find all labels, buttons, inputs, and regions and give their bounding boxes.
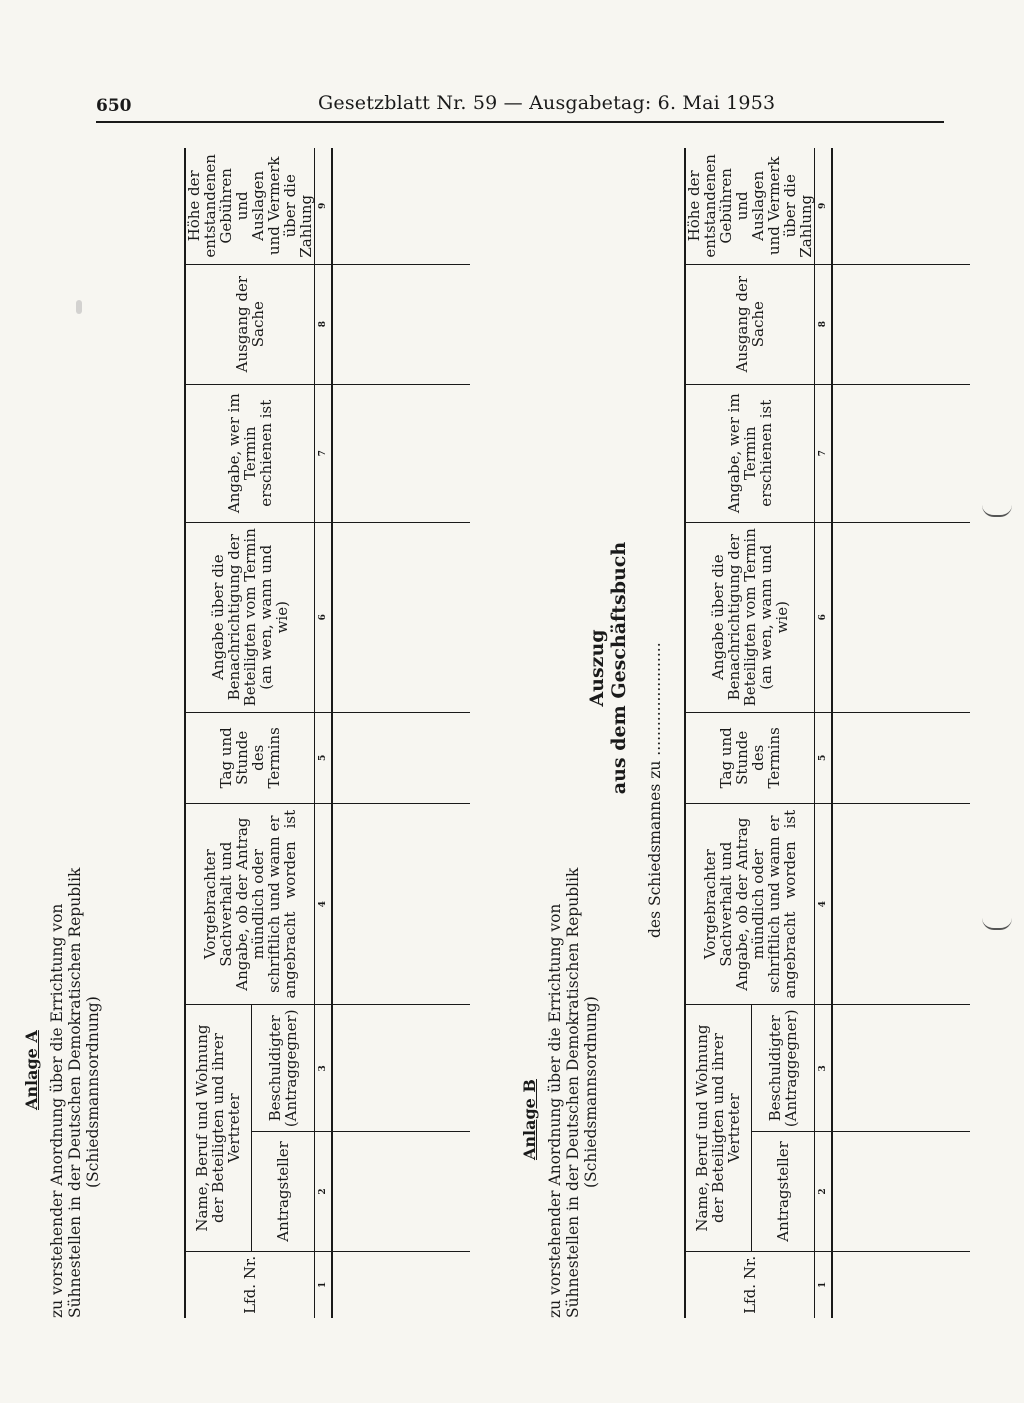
auszug-title [586, 538, 630, 798]
table-cell [832, 522, 970, 712]
table-cell [332, 803, 470, 1005]
anlage-a-label: Anlage A [22, 1030, 41, 1110]
column-number: 9 [315, 148, 333, 264]
header-benachrichtigung: Angabe über die Benachrichtigung der Beteiligten vom Termin (an wen, wann und wie) [185, 522, 315, 712]
column-number: 2 [315, 1132, 333, 1252]
table-cell [832, 148, 970, 264]
table-cell [332, 1132, 470, 1252]
column-number: 7 [315, 384, 333, 522]
anlage-b-caption-2: Sühnestellen in der Deutschen Demokratischen Republik [564, 867, 582, 1318]
table-cell [832, 1132, 970, 1252]
column-number: 7 [815, 384, 833, 522]
header-sachverhalt: Vorgebrachter Sachverhalt und Angabe, ob der Antrag mündlich oder schriftlich und wann er angebracht worden ist [685, 803, 815, 1005]
anlage-b-caption-3: (Schiedsmannsordnung) [582, 996, 600, 1188]
header-beschuldigter: Beschuldigter (Antraggegner) [251, 1005, 314, 1132]
page-header [96, 92, 944, 122]
column-number: 6 [315, 522, 333, 712]
header-gebuehren: Höhe der entstandenen Gebühren und Auslagen und Vermerk über die Zahlung [185, 148, 315, 264]
table-cell [832, 384, 970, 522]
column-number: 5 [315, 712, 333, 803]
column-number: 1 [315, 1251, 333, 1318]
column-number: 5 [815, 712, 833, 803]
header-gebuehren: Höhe der entstandenen Gebühren und Auslagen und Vermerk über die Zahlung [685, 148, 815, 264]
header-lfd-nr: Lfd. Nr. [685, 1251, 815, 1318]
table-cell [332, 712, 470, 803]
table-cell [332, 522, 470, 712]
header-erschienen: Angabe, wer im Termin erschienen ist [685, 384, 815, 522]
header-antragsteller: Antragsteller [251, 1132, 314, 1252]
column-number: 8 [815, 264, 833, 384]
table-cell [832, 712, 970, 803]
header-sachverhalt: Vorgebrachter Sachverhalt und Angabe, ob der Antrag mündlich oder schriftlich und wann er angebracht worden ist [185, 803, 315, 1005]
anlage-b-caption-1: zu vorstehender Anordnung über die Errichtung von [546, 903, 564, 1318]
anlage-b-table [684, 148, 970, 1318]
table-cell [832, 803, 970, 1005]
table-cell [332, 264, 470, 384]
header-termin: Tag und Stunde des Termins [685, 712, 815, 803]
table-cell [832, 264, 970, 384]
table-cell [332, 1251, 470, 1318]
table-cell [832, 1005, 970, 1132]
column-number: 1 [815, 1251, 833, 1318]
anlage-b-label: Anlage B [520, 1079, 539, 1160]
table-cell [332, 148, 470, 264]
page-number: 650 [96, 96, 132, 116]
anlage-a-table [184, 148, 470, 1318]
header-benachrichtigung: Angabe über die Benachrichtigung der Beteiligten vom Termin (an wen, wann und wie) [685, 522, 815, 712]
header-termin: Tag und Stunde des Termins [185, 712, 315, 803]
column-number: 9 [815, 148, 833, 264]
table-cell [332, 384, 470, 522]
page-title: Gesetzblatt Nr. 59 — Ausgabetag: 6. Mai 1953 [318, 92, 776, 114]
column-number: 3 [815, 1005, 833, 1132]
header-antragsteller: Antragsteller [751, 1132, 814, 1252]
column-number: 6 [815, 522, 833, 712]
schiedsmann-line: des Schiedsmannes zu ....................... [646, 642, 664, 938]
anlage-a-caption-3: (Schiedsmannsordnung) [84, 996, 102, 1188]
column-number: 3 [315, 1005, 333, 1132]
header-ausgang: Ausgang der Sache [685, 264, 815, 384]
auszug-heading: Auszug [586, 629, 608, 707]
header-lfd-nr: Lfd. Nr. [185, 1251, 315, 1318]
column-number: 4 [815, 803, 833, 1005]
table-cell [832, 1251, 970, 1318]
column-number: 4 [315, 803, 333, 1005]
column-number: 2 [815, 1132, 833, 1252]
anlage-a-caption-1: zu vorstehender Anordnung über die Errichtung von [48, 903, 66, 1318]
header-erschienen: Angabe, wer im Termin erschienen ist [185, 384, 315, 522]
header-beteiligte: Name, Beruf und Wohnung der Beteiligten und ihrer Vertreter [185, 1005, 251, 1251]
column-number: 8 [315, 264, 333, 384]
header-beteiligte: Name, Beruf und Wohnung der Beteiligten und ihrer Vertreter [685, 1005, 751, 1251]
header-rule [96, 121, 944, 123]
auszug-subheading: aus dem Geschäftsbuch [608, 541, 630, 795]
scan-speck [76, 300, 82, 314]
header-ausgang: Ausgang der Sache [185, 264, 315, 384]
anlage-b-section [520, 138, 1024, 1318]
table-cell [332, 1005, 470, 1132]
header-beschuldigter: Beschuldigter (Antraggegner) [751, 1005, 814, 1132]
anlage-a-caption-2: Sühnestellen in der Deutschen Demokratischen Republik [66, 867, 84, 1318]
